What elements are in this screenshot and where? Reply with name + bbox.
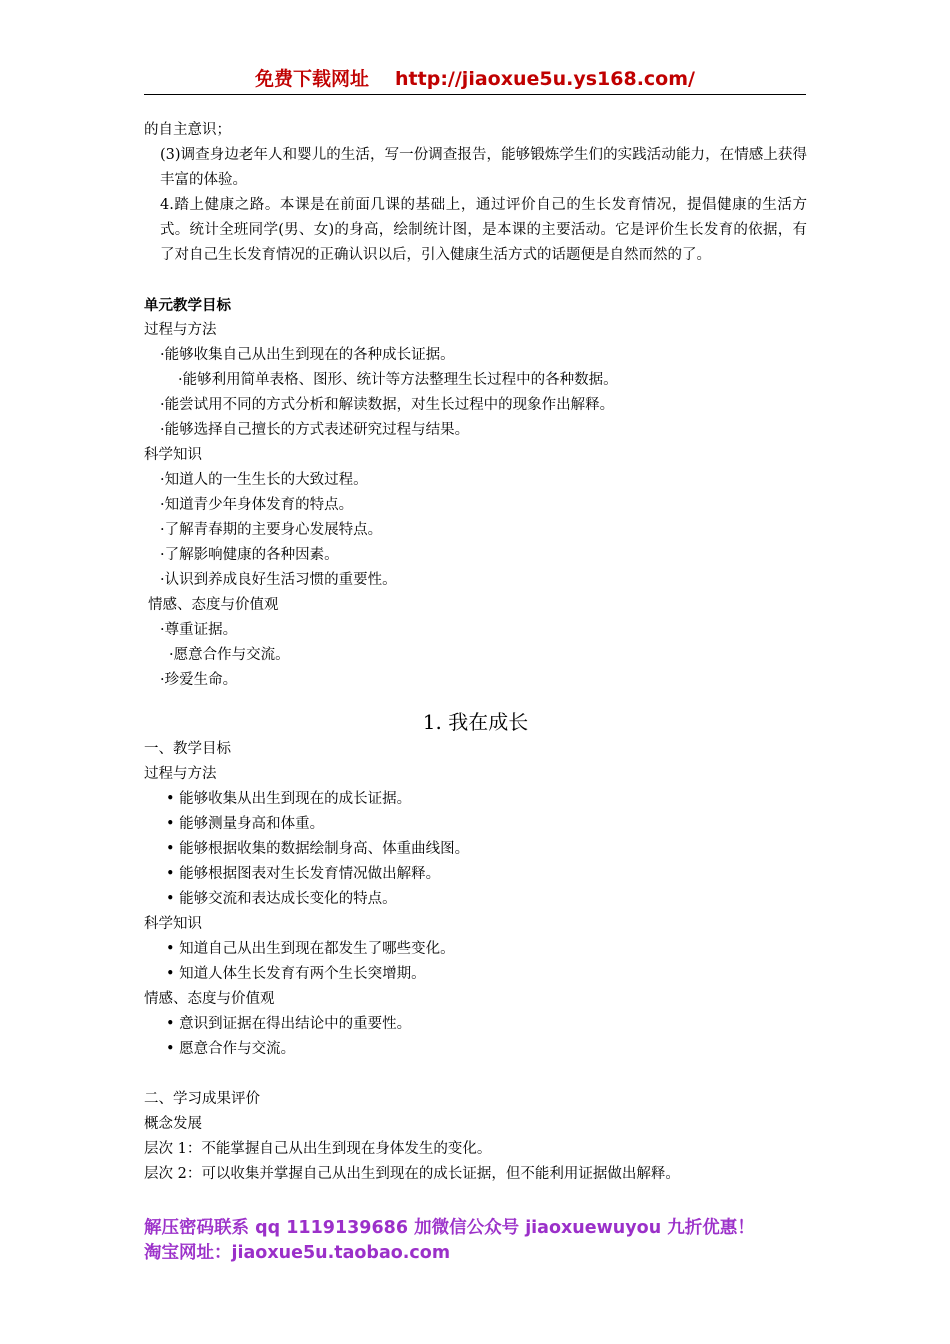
unit-science-item: ·了解影响健康的各种因素。 [160, 547, 339, 563]
unit-science-item: ·了解青春期的主要身心发展特点。 [160, 522, 383, 538]
unit-emotion-item: ·愿意合作与交流。 [169, 647, 290, 663]
lesson-science-item: • 知道人体生长发育有两个生长突增期。 [166, 966, 426, 982]
intro-line: 的自主意识； [144, 122, 231, 138]
lesson-goals-heading: 一、教学目标 [144, 741, 231, 757]
lesson-emotion-item: • 愿意合作与交流。 [166, 1041, 296, 1057]
lesson-emotion-item: • 意识到证据在得出结论中的重要性。 [166, 1016, 412, 1032]
unit-emotion-heading: 情感、态度与价值观 [148, 597, 279, 613]
unit-goals-heading: 单元教学目标 [144, 297, 231, 314]
lesson-title: 1. 我在成长 [422, 710, 529, 734]
lesson-process-item: • 能够根据图表对生长发育情况做出解释。 [166, 866, 441, 882]
unit-science-item: ·知道青少年身体发育的特点。 [160, 497, 354, 513]
unit-science-item: ·知道人的一生生长的大致过程。 [160, 472, 368, 488]
concept-heading: 概念发展 [144, 1116, 202, 1132]
footer-shop-link[interactable]: 淘宝网址：jiaoxue5u.taobao.com [144, 1243, 451, 1263]
lesson-science-item: • 知道自己从出生到现在都发生了哪些变化。 [166, 941, 455, 957]
level-1-text: 层次 1：不能掌握自己从出生到现在身体发生的变化。 [144, 1141, 492, 1157]
lesson-science-heading: 科学知识 [144, 916, 202, 932]
unit-process-item: ·能够利用简单表格、图形、统计等方法整理生长过程中的各种数据。 [178, 372, 618, 388]
lesson-process-item: • 能够测量身高和体重。 [166, 816, 325, 832]
unit-emotion-item: ·尊重证据。 [160, 622, 238, 638]
unit-emotion-item: ·珍爱生命。 [160, 672, 238, 688]
unit-process-item: ·能够选择自己擅长的方式表述研究过程与结果。 [160, 422, 470, 438]
page-footer [144, 1216, 844, 1266]
lesson-process-item: • 能够收集从出生到现在的成长证据。 [166, 791, 412, 807]
lesson-process-heading: 过程与方法 [144, 766, 217, 782]
lesson-process-item: • 能够根据收集的数据绘制身高、体重曲线图。 [166, 841, 470, 857]
footer-contact: 解压密码联系 qq 1119139686 加微信公众号 jiaoxuewuyou 九折优惠！ [144, 1218, 755, 1238]
intro-item-4: 4.踏上健康之路。本课是在前面几课的基础上，通过评价自己的生长发育情况，提倡健康的生活方式。统计全班同学(男、女)的身高，绘制统计图，是本课的主要活动。它是评价生长发育的依据，有了对自己生长发育情况的正确认识以后，引入健康生活方式的话题便是自然而然的了。 [160, 197, 807, 263]
unit-science-heading: 科学知识 [144, 447, 202, 463]
unit-process-item: ·能尝试用不同的方式分析和解读数据，对生长过程中的现象作出解释。 [160, 397, 615, 413]
intro-item-3: (3)调查身边老年人和婴儿的生活，写一份调查报告，能够锻炼学生们的实践活动能力，在情感上获得丰富的体验。 [160, 147, 807, 188]
unit-science-item: ·认识到养成良好生活习惯的重要性。 [160, 572, 397, 588]
document-body [144, 118, 807, 1187]
lesson-process-item: • 能够交流和表达成长变化的特点。 [166, 891, 397, 907]
unit-process-heading: 过程与方法 [144, 322, 217, 338]
unit-process-item: ·能够收集自己从出生到现在的各种成长证据。 [160, 347, 455, 363]
level-2-text: 层次 2：可以收集并掌握自己从出生到现在的成长证据，但不能利用证据做出解释。 [144, 1166, 680, 1182]
header-label: 免费下载网址 [255, 68, 370, 90]
page-header [144, 66, 806, 95]
evaluation-heading: 二、学习成果评价 [144, 1091, 260, 1107]
lesson-emotion-heading: 情感、态度与价值观 [144, 991, 275, 1007]
header-url-link[interactable]: http://jiaoxue5u.ys168.com/ [395, 68, 695, 90]
